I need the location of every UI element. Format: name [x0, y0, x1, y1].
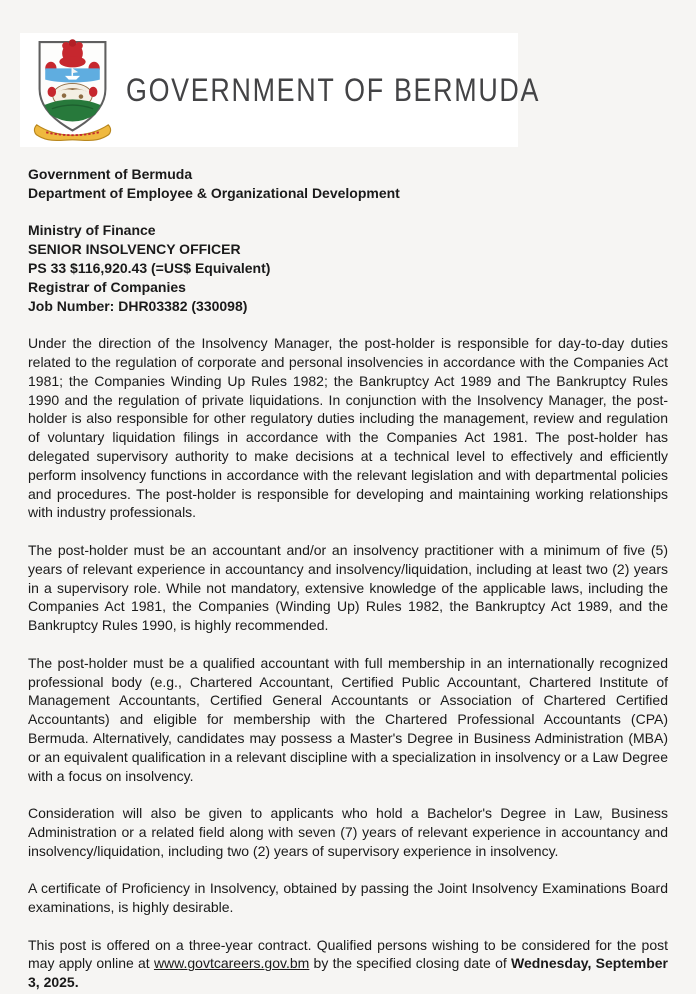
paragraph-certificate: A certificate of Proficiency in Insolvency, obtained by passing the Joint Insolvency Examinations Board examinations, is highly desirable. — [28, 880, 668, 916]
org-name: Government of Bermuda — [28, 166, 193, 182]
job-posting-document — [28, 165, 668, 992]
closing-date: Wednesday, September 3, 2025. — [28, 955, 668, 991]
spacer — [28, 203, 668, 222]
hiring-department: Registrar of Companies — [28, 278, 186, 295]
closing-text-after-link: by the specified closing date of — [309, 955, 511, 972]
paragraph-duties: Under the direction of the Insolvency Manager, the post-holder is responsible for day-to-day duties related to the regulation of corporate and personal insolvencies in accordance with the Companies Act 1981; the Companies Winding Up Rules 1982; the Bankruptcy Act 1989 and The Bankruptcy Rules 1990 and the regulation of private liquidations. In conjunction with the Insolvency Manager, the post-holder is also responsible for other regulatory duties including the management, review and regulation of voluntary liquidation filings in accordance with the Companies Act 1981. The post-holder has delegated supervisory authority to make decisions at a technical level to effectively and efficiently perform insolvency functions in accordance with the relevant legislation and with departmental policies and procedures. The post-holder is responsible for developing and maintaining working relationships with industry professionals. — [28, 335, 668, 521]
salary-line: PS 33 $116,920.43 (=US$ Equivalent) — [28, 259, 271, 276]
banner-title: GOVERNMENT OF BERMUDA — [126, 71, 541, 108]
closing-text-before-link: This post is offered on a three-year contract. Qualified persons wishing to be considered for the post may apply online at — [28, 936, 668, 972]
paragraph-closing — [28, 936, 668, 992]
bermuda-coat-of-arms-icon — [33, 37, 112, 143]
ministry-line: Ministry of Finance — [28, 222, 156, 239]
careers-website-link[interactable]: www.govtcareers.gov.bm — [153, 955, 310, 972]
government-logo-banner — [20, 33, 541, 147]
job-number: Job Number: DHR03382 (330098) — [28, 297, 248, 314]
paragraph-experience-requirements: The post-holder must be an accountant and/or an insolvency practitioner with a minimum of five (5) years of relevant experience in accountancy and insolvency/liquidation, including at least two (2) years in a supervisory role. While not mandatory, extensive knowledge of the applicable laws, including the Companies Act 1981, the Companies (Winding Up) Rules 1982, the Bankruptcy Act 1989, and the Bankruptcy Rules 1990, is highly recommended. — [28, 541, 668, 634]
paragraph-alternative-consideration: Consideration will also be given to applicants who hold a Bachelor's Degree in Law, Business Administration or a related field along with seven (7) years of relevant experience in accountancy and insolvency/liquidation, including two (2) years of supervisory experience in insolvency. — [28, 805, 668, 859]
paragraph-qualifications: The post-holder must be a qualified accountant with full membership in an internationally recognized professional body (e.g., Chartered Accountant, Certified Public Accountant, Chartered Institute of Management Accountants, Certified General Accountants or Association of Chartered Certified Accountants) and eligible for membership with the Chartered Professional Accountants (CPA) Bermuda. Alternatively, candidates may possess a Master's Degree in Business Administration (MBA) or an equivalent qualification in a relevant discipline with a specialization in insolvency or a Law Degree with a focus on insolvency. — [28, 654, 668, 784]
job-title: SENIOR INSOLVENCY OFFICER — [28, 241, 241, 258]
org-department: Department of Employee & Organizational Development — [28, 184, 400, 201]
